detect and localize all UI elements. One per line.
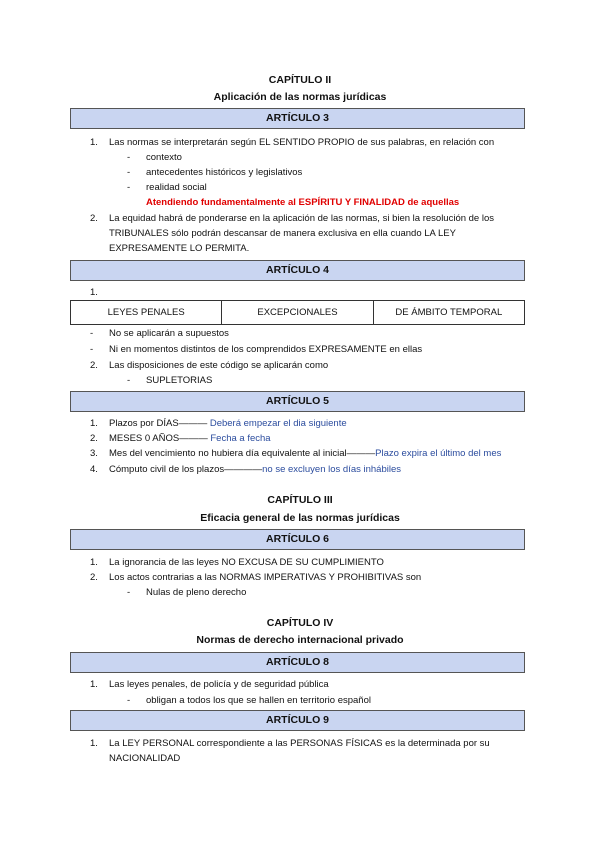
article-4-header: ARTÍCULO 4 [70,260,525,281]
item-number: 2. [90,360,98,371]
dash-bullet: - [90,328,94,339]
table-cell: LEYES PENALES [71,301,222,325]
item-text: Los actos contrarias a las NORMAS IMPERATIVAS Y PROHIBITIVAS son [109,572,422,583]
item-text: Plazos por DÍAS——— [109,418,208,429]
item-note: Fecha a fecha [207,433,271,444]
item-number: 1. [90,557,98,568]
sub-text: realidad social [146,182,207,193]
item-text: Las normas se interpretarán según EL SENTIDO PROPIO de sus palabras, en relación con [109,137,495,148]
item-text: La ignorancia de las leyes NO EXCUSA DE SU CUMPLIMIENTO [109,557,384,568]
sub-text: Nulas de pleno derecho [146,587,247,598]
chapter-4-title: CAPÍTULO IV [266,617,334,629]
item-text: Las leyes penales, de policía y de seguridad pública [109,679,329,690]
item-text: Mes del vencimiento no hubiera día equivalente al inicial——— [109,448,376,459]
item-number: 1. [90,679,98,690]
table-cell: EXCEPCIONALES [222,301,373,325]
item-number: 1. [90,137,98,148]
dash-bullet: - [127,375,131,386]
sub-text: antecedentes históricos y legislativos [146,167,303,178]
item-number: 1. [90,287,98,298]
article-3-header: ARTÍCULO 3 [70,108,525,129]
item-number: 2. [90,433,98,444]
art3-highlight: Atendiendo fundamentalmente al ESPÍRITU Y FINALIDAD de aquellas [146,197,460,208]
article-9-header: ARTÍCULO 9 [70,710,525,731]
chapter-4-subtitle: Normas de derecho internacional privado [196,634,404,646]
item-number: 3. [90,448,98,459]
item-number: 1. [90,418,98,429]
item-text: La LEY PERSONAL correspondiente a las PERSONAS FÍSICAS es la determinada por su [109,738,490,749]
item-text: MESES 0 AÑOS——— [109,433,208,444]
article-8-header: ARTÍCULO 8 [70,652,525,673]
item-note: no se excluyen los días inhábiles [262,464,402,475]
item-number: 2. [90,572,98,583]
art3-item-2-line-3: EXPRESAMENTE LO PERMITA. [109,243,250,254]
chapter-2-title: CAPÍTULO II [268,74,332,86]
item-text: La equidad habrá de ponderarse en la aplicación de las normas, si bien la resolución de los [109,213,495,224]
article-6-header: ARTÍCULO 6 [70,529,525,550]
item-text: Las disposiciones de este código se aplicarán como [109,360,329,371]
art3-item-2-line-2: TRIBUNALES sólo podrán descansar de manera exclusiva en ella cuando LA LEY [109,228,456,239]
chapter-3-subtitle: Eficacia general de las normas jurídicas [200,512,400,524]
sub-text: obligan a todos los que se hallen en territorio español [146,695,371,706]
chapter-2-subtitle: Aplicación de las normas jurídicas [213,91,387,103]
bullet-text: Ni en momentos distintos de los comprendidos EXPRESAMENTE en ellas [109,344,423,355]
law-types-table [70,300,525,325]
table-cell: DE ÁMBITO TEMPORAL [373,301,524,325]
sub-text: contexto [146,152,182,163]
article-5-header: ARTÍCULO 5 [70,391,525,412]
dash-bullet: - [127,182,131,193]
dash-bullet: - [127,152,131,163]
art9-item-1-line-2: NACIONALIDAD [109,753,181,764]
item-number: 4. [90,464,98,475]
sub-text: SUPLETORIAS [146,375,213,386]
item-number: 1. [90,738,98,749]
dash-bullet: - [127,587,131,598]
item-text: Cómputo civil de los plazos———— [109,464,263,475]
item-note: Plazo expira el último del mes [375,448,502,459]
item-note: Deberá empezar el dia siguiente [207,418,347,429]
dash-bullet: - [127,167,131,178]
chapter-3-title: CAPÍTULO III [267,494,333,506]
dash-bullet: - [90,344,94,355]
bullet-text: No se aplicarán a supuestos [109,328,229,339]
dash-bullet: - [127,695,131,706]
item-number: 2. [90,213,98,224]
